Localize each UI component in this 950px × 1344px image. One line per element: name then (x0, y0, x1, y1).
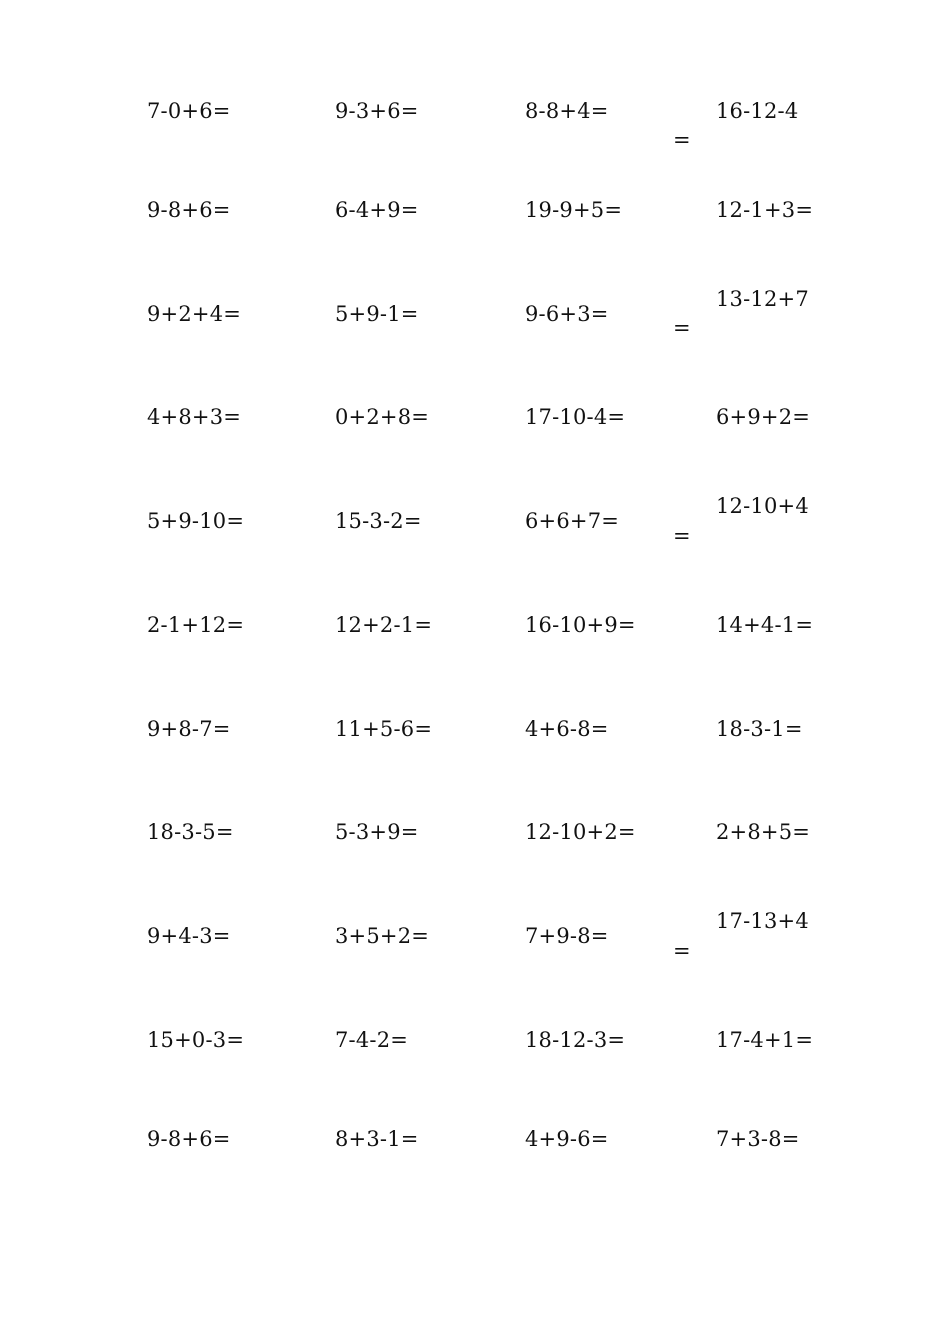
problem-r5-c4: 12-10+4 (716, 494, 809, 518)
problem-r9-c1: 9+4-3= (147, 924, 231, 948)
problem-r4-c2: 0+2+8= (335, 405, 430, 429)
problem-r7-c4: 18-3-1= (716, 717, 803, 741)
problem-r11-c1: 9-8+6= (147, 1127, 231, 1151)
problem-r8-c1: 18-3-5= (147, 820, 234, 844)
problem-r7-c1: 9+8-7= (147, 717, 231, 741)
problem-r8-c4: 2+8+5= (716, 820, 811, 844)
problem-r5-c3: 6+6+7= (525, 509, 620, 533)
problem-r8-c3: 12-10+2= (525, 820, 636, 844)
problem-r6-c2: 12+2-1= (335, 613, 433, 637)
wrapped-equals-r3: = (673, 316, 691, 340)
problem-r1-c3: 8-8+4= (525, 99, 609, 123)
problem-r3-c2: 5+9-1= (335, 302, 419, 326)
problem-r9-c3: 7+9-8= (525, 924, 609, 948)
problem-r2-c3: 19-9+5= (525, 198, 623, 222)
problem-r1-c2: 9-3+6= (335, 99, 419, 123)
problem-r3-c4: 13-12+7 (716, 287, 809, 311)
problem-r10-c1: 15+0-3= (147, 1028, 245, 1052)
problem-r7-c2: 11+5-6= (335, 717, 433, 741)
problem-r7-c3: 4+6-8= (525, 717, 609, 741)
problem-r2-c4: 12-1+3= (716, 198, 814, 222)
problem-r9-c4: 17-13+4 (716, 909, 809, 933)
problem-r6-c3: 16-10+9= (525, 613, 636, 637)
problem-r8-c2: 5-3+9= (335, 820, 419, 844)
problem-r5-c2: 15-3-2= (335, 509, 422, 533)
problem-r6-c1: 2-1+12= (147, 613, 245, 637)
problem-r5-c1: 5+9-10= (147, 509, 245, 533)
wrapped-equals-r9: = (673, 939, 691, 963)
problem-r4-c1: 4+8+3= (147, 405, 242, 429)
problem-r4-c4: 6+9+2= (716, 405, 811, 429)
problem-r10-c2: 7-4-2= (335, 1028, 409, 1052)
problem-r2-c1: 9-8+6= (147, 198, 231, 222)
problem-r10-c4: 17-4+1= (716, 1028, 814, 1052)
problem-r11-c4: 7+3-8= (716, 1127, 800, 1151)
problem-r11-c3: 4+9-6= (525, 1127, 609, 1151)
problem-r2-c2: 6-4+9= (335, 198, 419, 222)
problem-r10-c3: 18-12-3= (525, 1028, 626, 1052)
wrapped-equals-r1: = (673, 128, 691, 152)
problem-r4-c3: 17-10-4= (525, 405, 626, 429)
problem-r6-c4: 14+4-1= (716, 613, 814, 637)
problem-r3-c3: 9-6+3= (525, 302, 609, 326)
wrapped-equals-r5: = (673, 524, 691, 548)
problem-r1-c4: 16-12-4 (716, 99, 799, 123)
problem-r1-c1: 7-0+6= (147, 99, 231, 123)
problem-r3-c1: 9+2+4= (147, 302, 242, 326)
problem-r11-c2: 8+3-1= (335, 1127, 419, 1151)
problem-r9-c2: 3+5+2= (335, 924, 430, 948)
